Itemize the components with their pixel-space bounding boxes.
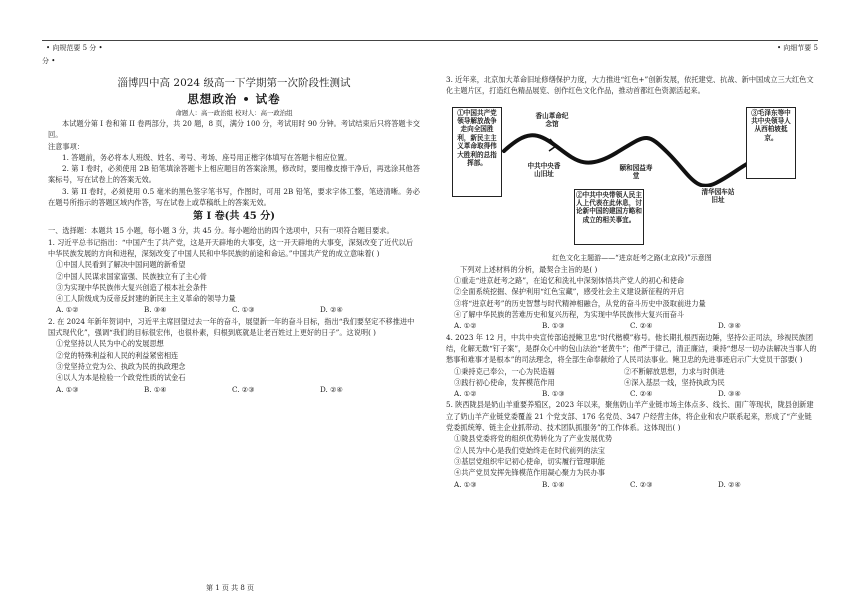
question-stem: 2. 在 2024 年新年贺词中，习近平主席回望过去一年的奋斗，展望新一年的奋斗目标，指出“我们要坚定不移推进中国式现代化”，强调“我们的目标很宏伟，也很朴素，归根到底就是让老百姓过上更好的日子”。这说明( ) — [48, 316, 415, 338]
figure-box-2: ②中共中央带领人民主人上代表在此休息，讨论新中国的建国方略和成立的相关事宜。 — [574, 189, 644, 245]
option-a: A. ①② — [454, 389, 477, 399]
option-c: C. ②③ — [232, 384, 255, 394]
option-c: C. ②③ — [630, 479, 653, 489]
question-stem: 3. 近年来，北京加大革命旧址修缮保护力度，大力推进“红色+”创新发展，依托建党、抗战、新中国成立三大红色文化主题片区，打造红色精品展览、创作红色文化作品，推动首都红色资源活起来。 — [446, 75, 814, 96]
question-3 — [446, 74, 818, 332]
right-column — [446, 74, 818, 490]
question-item: ③践行初心使命，发挥模范作用 — [454, 377, 555, 387]
option-c: C. ①③ — [232, 305, 255, 315]
figure-box-3: ③毛泽东等中共中央领导人从西柏坡抵京。 — [746, 107, 796, 179]
option-c: C. ②④ — [630, 389, 653, 399]
question-items-row — [446, 377, 818, 388]
section-desc: 一、选择题：本题共 15 小题，每小题 3 分，共 45 分。每小题给出的四个选项中，只有一项符合题目要求。 — [48, 226, 394, 236]
option-d: D. ③④ — [718, 321, 741, 331]
answer-options — [446, 479, 818, 490]
question-item: ①秉持克己奉公，一心为民造福 — [454, 366, 555, 376]
section-title: 第 I 卷(共 45 分) — [193, 211, 275, 223]
question-item: ②全面系统挖掘、保护利用“红色宝藏”，感受社会主义建设新征程的开启 — [454, 287, 685, 297]
option-b: B. ①③ — [542, 389, 565, 399]
header-right: • 向细节要 5 — [776, 44, 818, 52]
question-item: ③将“进京赶考”的历史智慧与时代精神相融合，从党的奋斗历史中汲取前进力量 — [454, 298, 706, 308]
notice-1: 1. 答题前，务必将本人班级、姓名、考号、考场、座号用正楷字体填写在答题卡相应位置。 — [62, 152, 352, 162]
option-d: D. ②④ — [718, 479, 741, 489]
question-stem: 1. 习近平总书记指出：“中国产生了共产党，这是开天辟地的大事变，这一开天辟地的大事变，深刻改变了近代以后中华民族发展的方向和进程，深刻改变了中国人民和中华民族的前途和命运。”中国共产党的成立意味着( ) — [48, 237, 414, 258]
question-item: ④共产党员发挥先锋模范作用凝心聚力为民办事 — [454, 468, 605, 478]
option-b: B. ①③ — [542, 321, 565, 331]
option-b: B. ①④ — [542, 479, 565, 489]
question-item: ①中国人民看到了解决中国问题的新希望 — [56, 260, 186, 270]
option-b: B. ③④ — [144, 305, 167, 315]
question-ask: 下列对上述材料的分析，最契合主旨的是( ) — [460, 264, 598, 274]
route-diagram — [446, 101, 818, 251]
figure-box-1: ①中国共产党领导解放战争走向全国胜利，新民主主义革命取得伟大胜利的总指挥部。 — [452, 107, 502, 197]
question-item: ③党坚持立党为公、执政为民的执政理念 — [56, 361, 186, 371]
question-item: ②不断解放思想，力求与时俱进 — [624, 366, 725, 376]
answer-options — [48, 384, 420, 395]
figure-label-qinghua: 清华园车站旧址 — [698, 187, 738, 207]
question-1 — [48, 237, 420, 316]
exam-authors: 命题人：高一政治组 校对人：高一政治组 — [175, 109, 293, 117]
notice-2: 2. 第 I 卷时，必须使用 2B 铅笔填涂答题卡上相应题目的答案涂黑，修改时，要用橡皮擦干净后，再选涂其他答案标号，写在试卷上的答案无效。 — [48, 164, 420, 185]
figure-label-yiheyuan: 颐和园益寿堂 — [616, 163, 656, 183]
question-item: ④了解中华民族的苦难历史和复兴历程，为实现中华民族伟大复兴而奋斗 — [454, 310, 685, 320]
header-left: • 向规范要 5 分 • — [46, 44, 103, 52]
option-a: A. ①③ — [56, 384, 79, 394]
figure-caption: 红色文化主题游——“进京赶考之路(北京段)”示意图 — [552, 253, 712, 262]
question-item: ②党的特殊利益和人民的利益紧密相连 — [56, 350, 179, 360]
question-item: ③基层党组织牢记初心使命，切实履行管理职能 — [454, 456, 605, 466]
option-a: A. ①② — [56, 305, 79, 315]
question-item: ④深入基层一线，坚持执政为民 — [624, 377, 725, 387]
question-item: ③为实现中华民族伟大复兴创造了根本社会条件 — [56, 282, 207, 292]
option-a: A. ①② — [454, 321, 477, 331]
option-d: D. ②④ — [320, 305, 343, 315]
answer-options — [446, 320, 818, 331]
top-rule — [42, 40, 818, 52]
question-item: ②中国人民谋求国家富强、民族独立有了主心骨 — [56, 271, 207, 281]
figure-label-xiangshan-museum: 香山革命纪念馆 — [532, 111, 572, 131]
option-b: B. ①④ — [144, 384, 167, 394]
answer-options — [446, 388, 818, 399]
option-d: D. ③④ — [718, 389, 741, 399]
question-item: ①陇县党委将党的组织优势转化为了产业发展优势 — [454, 434, 613, 444]
option-a: A. ①③ — [454, 479, 477, 489]
header-wrap-fragment: 分 • — [42, 57, 56, 65]
option-d: D. ②④ — [320, 384, 343, 394]
question-items-row — [446, 366, 818, 377]
question-item: ①重走“进京赶考之路”，在追忆和洗礼中深刻体悟共产党人的初心和使命 — [454, 276, 685, 286]
question-item: ①党坚持以人民为中心的发展思想 — [56, 339, 164, 349]
question-stem: 4. 2023 年 12 月，中共中央宣传部追授鲍卫忠“时代楷模”称号。他长期扎根西南边陲，坚持公正司法，珍视民族团结，化解无数“钉子案”，是群众心中的包山法治“老黄牛”；他严于律己，清正廉洁，秉持“想尽一切办法解决当事人的愁事和难事才是根本”的司法理念，将全部生命奉献给了人民司法事业。鲍卫忠的先进事迹启示广大党员干部要( ) — [446, 332, 817, 365]
question-item: ④以人为本是检验一个政党性质的试金石 — [56, 373, 186, 383]
question-item: ④工人阶级成为反帝反封建的新民主主义革命的领导力量 — [56, 294, 236, 304]
notice-title: 注意事项： — [48, 141, 84, 151]
question-item: ②人民为中心是我们党始终走在时代前列的法宝 — [454, 445, 605, 455]
page-footer: 第 1 页 共 8 页 — [205, 584, 255, 592]
question-5 — [446, 399, 818, 489]
question-stem: 5. 陕西陇县是奶山羊重要养殖区，2023 年以来，聚焦奶山羊产业链市场主体点多、线长、面广等现状，陇县创新建立了奶山羊产业链党委覆盖 21 个党支部、176 名党员、347 户经营主体，将企业和农户联系起来，形成了“产业链党委抓统筹、链主企业抓带动、技术团队抓服务”的工作体系。这体现出( ) — [446, 400, 814, 433]
answer-options — [48, 304, 420, 315]
question-4 — [446, 332, 818, 400]
exam-intro: 本试题分第 I 卷和第 II 卷两部分，共 20 题，8 页，满分 100 分，考试用时 90 分钟。考试结束后只将答题卡交回。 — [48, 119, 420, 140]
figure-label-xiangshan-site: 中共中央香山旧址 — [524, 161, 564, 189]
notice-3: 3. 第 II 卷时，必须使用 0.5 毫米的黑色签字笔书写，作图时，可用 2B 铅笔，要求字体工整，笔迹清晰。务必在题号所指示的答题区域内作答，写在试卷上或草稿纸上的答案无效。 — [48, 186, 420, 208]
exam-title: 淄博四中高 2024 级高一下学期第一次阶段性测试 — [117, 77, 351, 89]
question-2 — [48, 316, 420, 395]
left-column — [48, 74, 420, 395]
option-c: C. ②④ — [630, 321, 653, 331]
exam-subtitle: 思想政治 • 试卷 — [187, 92, 281, 106]
